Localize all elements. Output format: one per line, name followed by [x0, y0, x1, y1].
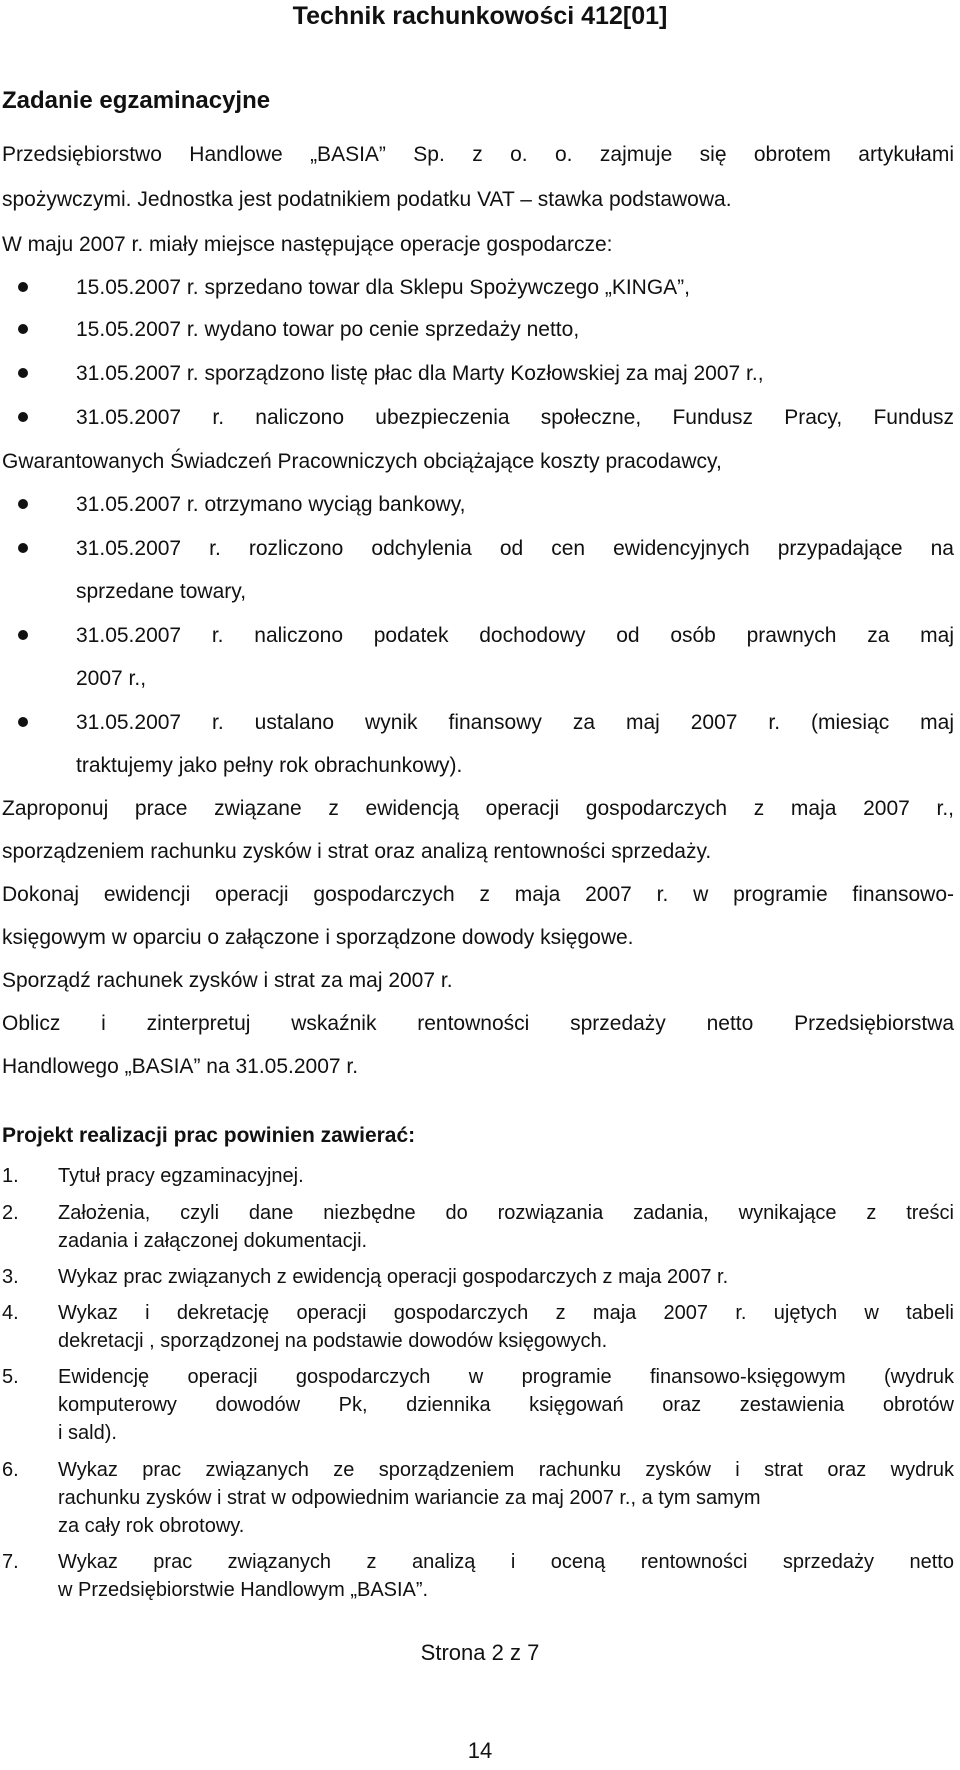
bullet [18, 630, 28, 640]
list-item-continuation: komputerowy dowodów Pk, dziennika księgowań oraz zestawienia obrotów [58, 1394, 954, 1416]
project-heading: Projekt realizacji prac powinien zawierać: [2, 1124, 416, 1147]
list-item: Wykaz prac związanych z analizą i oceną rentowności sprzedaży netto [58, 1551, 954, 1573]
list-number: 4. [2, 1302, 19, 1324]
list-item: Tytuł pracy egzaminacyjnej. [58, 1165, 304, 1187]
bullet [18, 324, 28, 334]
operation-item: 31.05.2007 r. otrzymano wyciąg bankowy, [76, 493, 466, 516]
instruction-line: sporządzeniem rachunku zysków i strat oraz analizą rentowności sprzedaży. [2, 840, 712, 863]
list-item: Wykaz prac związanych z ewidencją operacji gospodarczych z maja 2007 r. [58, 1266, 729, 1288]
bullet [18, 717, 28, 727]
list-item: Wykaz prac związanych ze sporządzeniem rachunku zysków i strat oraz wydruk [58, 1459, 954, 1481]
operation-item: 15.05.2007 r. sprzedano towar dla Sklepu Spożywczego „KINGA”, [76, 276, 691, 299]
instruction-line: Handlowego „BASIA” na 31.05.2007 r. [2, 1055, 359, 1078]
list-number: 5. [2, 1366, 19, 1388]
list-item: Wykaz i dekretację operacji gospodarczych z maja 2007 r. ujętych w tabeli [58, 1302, 954, 1324]
instruction-line: księgowym w oparciu o załączone i sporządzone dowody księgowe. [2, 926, 634, 949]
list-item-continuation: za cały rok obrotowy. [58, 1515, 245, 1537]
list-number: 7. [2, 1551, 19, 1573]
operation-item-continuation: traktujemy jako pełny rok obrachunkowy). [76, 754, 463, 777]
list-number: 3. [2, 1266, 19, 1288]
operation-item: 15.05.2007 r. wydano towar po cenie sprzedaży netto, [76, 318, 580, 341]
list-number: 6. [2, 1459, 19, 1481]
operation-item: 31.05.2007 r. rozliczono odchylenia od cen ewidencyjnych przypadające na [76, 537, 954, 560]
page-of-label: Strona 2 z 7 [420, 1640, 540, 1665]
operation-item-continuation: Gwarantowanych Świadczeń Pracowniczych obciążające koszty pracodawcy, [2, 450, 722, 473]
list-item-continuation: zadania i załączonej dokumentacji. [58, 1230, 368, 1252]
operation-item: 31.05.2007 r. naliczono podatek dochodowy od osób prawnych za maj [76, 624, 954, 647]
task-heading: Zadanie egzaminacyjne [2, 87, 271, 114]
intro-line: spożywczymi. Jednostka jest podatnikiem podatku VAT – stawka podstawowa. [2, 188, 732, 211]
list-item: Ewidencję operacji gospodarczych w programie finansowo-księgowym (wydruk [58, 1366, 954, 1388]
list-item-continuation: rachunku zysków i strat w odpowiednim wariancie za maj 2007 r., a tym samym [58, 1487, 761, 1509]
instruction-line: Dokonaj ewidencji operacji gospodarczych z maja 2007 r. w programie finansowo- [2, 883, 954, 906]
list-item-continuation: w Przedsiębiorstwie Handlowym „BASIA”. [58, 1579, 429, 1601]
scanned-page [0, 80, 960, 1680]
operation-item: 31.05.2007 r. naliczono ubezpieczenia społeczne, Fundusz Pracy, Fundusz [76, 406, 954, 429]
intro-line: Przedsiębiorstwo Handlowe „BASIA” Sp. z o. o. zajmuje się obrotem artykułami [2, 143, 954, 166]
instruction-line: Sporządź rachunek zysków i strat za maj 2007 r. [2, 969, 453, 992]
operation-item: 31.05.2007 r. sporządzono listę płac dla Marty Kozłowskiej za maj 2007 r., [76, 362, 764, 385]
bullet [18, 543, 28, 553]
document-title: Technik rachunkowości 412[01] [292, 2, 668, 30]
operation-item-continuation: 2007 r., [76, 667, 147, 690]
operation-item-continuation: sprzedane towary, [76, 580, 247, 603]
list-number: 2. [2, 1202, 19, 1224]
intro-line: W maju 2007 r. miały miejsce następujące operacje gospodarcze: [2, 233, 613, 256]
bullet [18, 412, 28, 422]
instruction-line: Oblicz i zinterpretuj wskaźnik rentowności sprzedaży netto Przedsiębiorstwa [2, 1012, 954, 1035]
operation-item: 31.05.2007 r. ustalano wynik finansowy za maj 2007 r. (miesiąc maj [76, 711, 954, 734]
list-number: 1. [2, 1165, 19, 1187]
list-item-continuation: dekretacji , sporządzonej na podstawie dowodów księgowych. [58, 1330, 608, 1352]
bullet [18, 499, 28, 509]
instruction-line: Zaproponuj prace związane z ewidencją operacji gospodarczych z maja 2007 r., [2, 797, 954, 820]
list-item-continuation: i sald). [58, 1422, 117, 1444]
page-number: 14 [467, 1738, 493, 1763]
bullet [18, 368, 28, 378]
bullet [18, 282, 28, 292]
list-item: Założenia, czyli dane niezbędne do rozwiązania zadania, wynikające z treści [58, 1202, 954, 1224]
